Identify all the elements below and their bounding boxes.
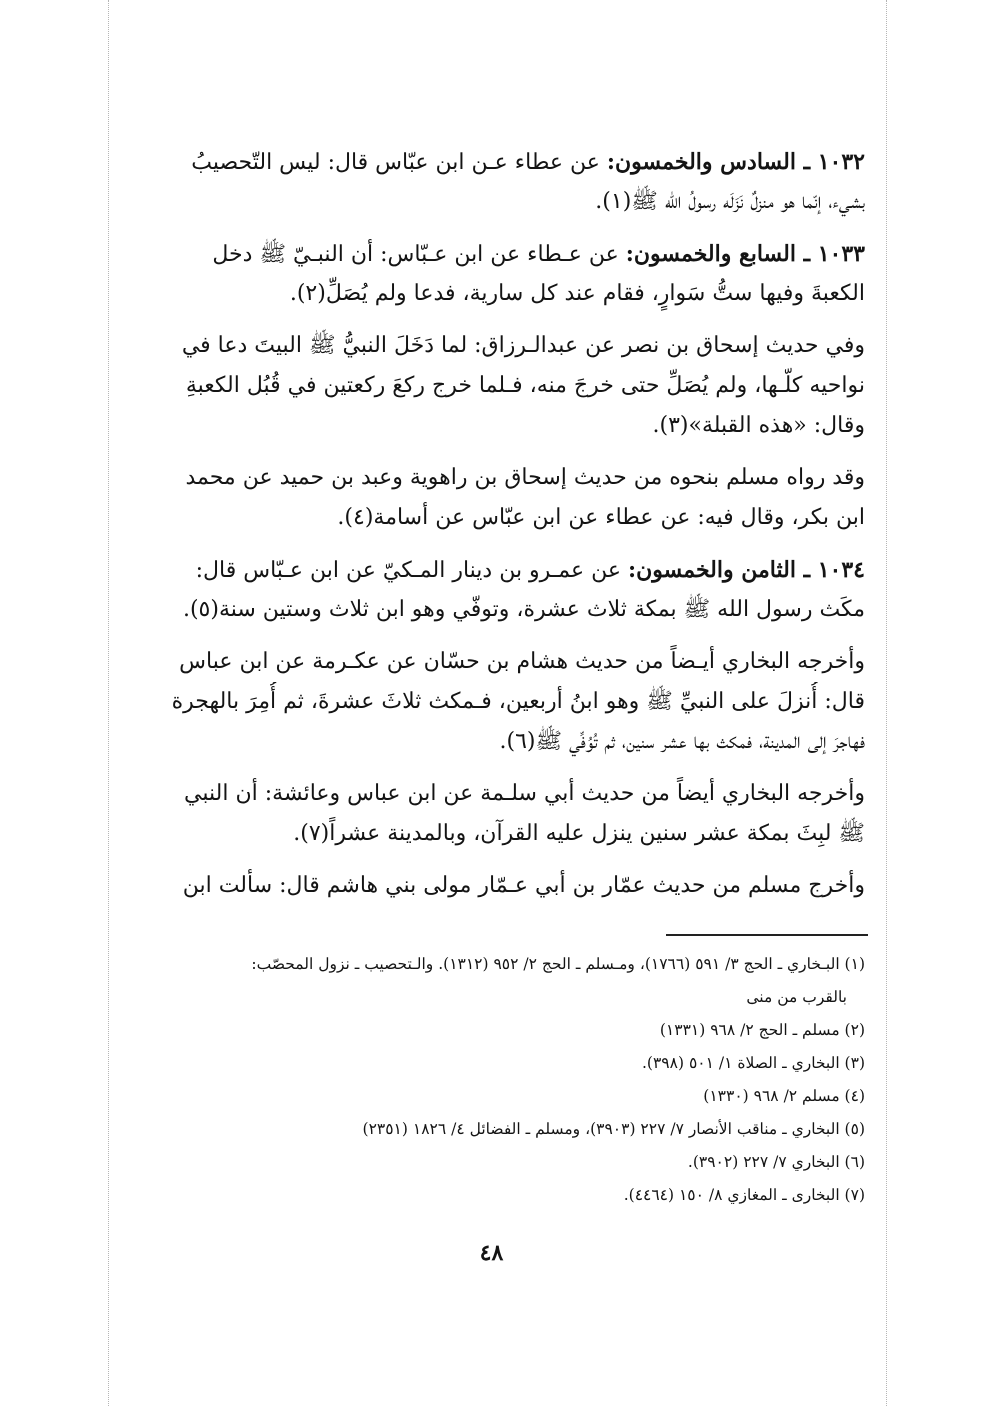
footnote-separator (666, 934, 868, 936)
margin-guide-right (886, 0, 887, 1406)
footnote-4: (٤) مسلم ٢/ ٩٦٨ (١٣٣٠) (703, 1087, 865, 1105)
hadith-1034-line-1 (128, 550, 865, 590)
footnote-7: (٧) البخارى ـ المغازي ٨/ ١٥٠ (٤٤٦٤). (623, 1186, 865, 1204)
bukhari-hisham-line-2: قال: أُنزلَ على النبيِّ ﷺ وهو ابنُ أربعين، فـمكث ثلاثَ عشرةَ، ثم أُمِرَ بالهجرة (171, 689, 865, 714)
footnote-6: (٦) البخاري ٧/ ٢٢٧ (٣٩٠٢). (687, 1153, 865, 1171)
hadith-1034-line-2: مكَث رسول الله ﷺ بمكة ثلاث عشرة، وتوفّي وهو ابن ثلاث وستين سنة(٥). (182, 597, 865, 622)
page-number: ٤٨ (479, 1240, 504, 1266)
hadith-1034-heading: ١٠٣٤ ـ الثامن والخمسون: (627, 557, 865, 583)
muslim-rawah-line-1: وقد رواه مسلم بنحوه من حديث إسحاق بن راهوية وعبد بن حميد عن محمد (185, 465, 865, 490)
hadith-1032-line-1 (128, 142, 865, 182)
hadith-1032-heading: ١٠٣٢ ـ السادس والخمسون: (606, 149, 865, 175)
footnote-5: (٥) البخاري ـ مناقب الأنصار ٧/ ٢٢٧ (٣٩٠٣)، ومسلم ـ الفضائل ٤/ ١٨٢٦ (٢٣٥١) (362, 1120, 865, 1138)
bukhari-abi-salama-line-1: وأخرجه البخاري أيضاً من حديث أبي سلـمة عن ابن عباس وعائشة: أن النبي (184, 781, 865, 806)
hadith-1033-heading: ١٠٣٣ ـ السابع والخمسون: (625, 241, 865, 267)
muslim-ammar-line-1: وأخرج مسلم من حديث عمّار بن أبي عـمّار مولى بني هاشم قال: سألت ابن (182, 873, 865, 898)
hadith-1033-line-2: الكعبةَ وفيها ستُّ سَوارٍ، فقام عند كل سارية، فدعا ولم يُصَلِّ(٢). (289, 281, 865, 306)
muslim-rawah-line-2: ابن بكر، وقال فيه: عن عطاء عن ابن عبّاس عن أسامة(٤). (337, 505, 865, 530)
footnote-1: (١) البـخاري ـ الحج ٣/ ٥٩١ (١٧٦٦)، ومـسلم ـ الحج ٢/ ٩٥٢ (١٣١٢). والـتحصيب ـ نزول المحصّب: (251, 955, 865, 973)
footnotes (128, 948, 865, 1212)
hadith-1034-text-1: عن عمـرو بن دينار المـكيّ عن ابن عـبّاس قال: (195, 558, 621, 583)
footnote-1-continuation: بالقرب من منى (746, 988, 847, 1006)
hadith-1032-line-2: بشيء، إنّما هو منزلٌ نَزَلَه رسولُ الله ﷺ(١). (595, 189, 865, 214)
hadith-1032-text-1: عن عطاء عـن ابن عبّاس قال: ليس التّحصيبُ (191, 150, 600, 175)
hadith-1033-line-1 (128, 234, 865, 274)
footnote-2: (٢) مسلم ـ الحج ٢/ ٩٦٨ (١٣٣١) (659, 1021, 865, 1039)
bukhari-hisham-line-1: وأخرجه البخاري أيـضاً من حديث هشام بن حسّان عن عكـرمة عن ابن عباس (179, 649, 865, 674)
hadith-1033-text-1: عن عـطاء عن ابن عـبّاس: أن النبـيّ ﷺ دخل (212, 242, 619, 267)
bukhari-hisham-line-3: فهاجرَ إلى المدينة، فمكث بها عشر سنين، ثم تُوُفِّي ﷺ(٦). (499, 729, 865, 754)
ishaq-line-2: نواحيه كلّـها، ولم يُصَلِّ حتى خرجَ منه، فـلما خرج ركعَ ركعتين في قُبُل الكعبةِ (185, 373, 865, 398)
footnote-3: (٣) البخاري ـ الصلاة ١/ ٥٠١ (٣٩٨). (642, 1054, 865, 1072)
margin-guide-left (108, 0, 109, 1406)
ishaq-line-3: وقال: «هذه القبلة»(٣). (652, 413, 865, 438)
ishaq-line-1: وفي حديث إسحاق بن نصر عن عبدالـرزاق: لما دَخَلَ النبيُّ ﷺ البيتَ دعا في (181, 333, 865, 358)
main-text (128, 142, 865, 906)
bukhari-abi-salama-line-2: ﷺ لبِثَ بمكة عشر سنين ينزل عليه القرآن، وبالمدينة عشراً(٧). (293, 821, 865, 846)
